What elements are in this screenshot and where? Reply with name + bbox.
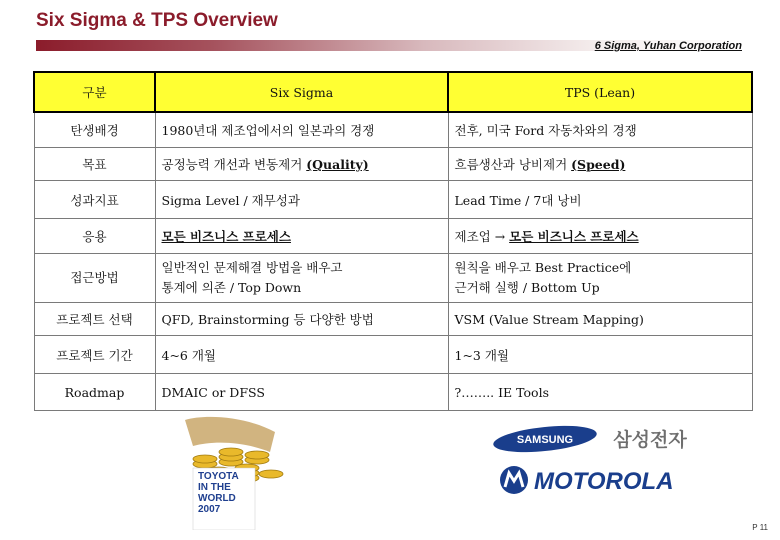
table-row: [34, 254, 752, 303]
table-row: [34, 112, 752, 148]
book-line: WORLD: [198, 493, 236, 504]
slide-title: Six Sigma & TPS Overview: [36, 10, 278, 31]
row-label: 목표: [34, 148, 155, 181]
cell-line: 근거해 실행 / Bottom Up: [454, 280, 600, 295]
motorola-logo: [490, 465, 700, 495]
all-business-emphasis: 모든 비즈니스 프로세스: [161, 229, 291, 244]
book-line: TOYOTA: [198, 471, 239, 482]
tps-cell: ?…….. IE Tools: [448, 374, 752, 411]
six-sigma-cell: 4~6 개월: [155, 336, 448, 374]
six-sigma-cell: [155, 148, 448, 181]
motorola-wordmark: MOTOROLA: [534, 468, 674, 495]
cell-line: 원칙을 배우고 Best Practice에: [454, 260, 632, 275]
speed-emphasis: (Speed): [571, 157, 626, 172]
row-label: 응용: [34, 219, 155, 254]
tps-cell: 전후, 미국 Ford 자동차와의 경쟁: [448, 112, 752, 148]
row-label: 접근방법: [34, 254, 155, 303]
cell-text: 공정능력 개선과 변동제거: [161, 157, 307, 172]
row-label: 프로젝트 선택: [34, 303, 155, 336]
six-sigma-cell: Sigma Level / 재무성과: [155, 181, 448, 219]
row-label: 탄생배경: [34, 112, 155, 148]
book-line: IN THE: [198, 482, 231, 493]
all-business-emphasis: 모든 비즈니스 프로세스: [509, 229, 639, 244]
header-tps: TPS (Lean): [448, 72, 752, 112]
cell-text: 제조업 →: [454, 229, 510, 244]
table-row: [34, 181, 752, 219]
samsung-korean-wordmark: 삼성전자: [613, 429, 687, 451]
row-label: Roadmap: [34, 374, 155, 411]
six-sigma-cell: QFD, Brainstorming 등 다양한 방법: [155, 303, 448, 336]
tps-cell: Lead Time / 7대 낭비: [448, 181, 752, 219]
six-sigma-cell: [155, 254, 448, 303]
page-number: P 11: [752, 523, 768, 532]
samsung-logo: [490, 425, 700, 453]
table-row: [34, 303, 752, 336]
table-row: [34, 219, 752, 254]
table-row: [34, 336, 752, 374]
header-six-sigma: Six Sigma: [155, 72, 448, 112]
row-label: 성과지표: [34, 181, 155, 219]
six-sigma-cell: [155, 219, 448, 254]
tps-cell: [448, 148, 752, 181]
toyota-book-title: [198, 471, 239, 515]
cell-line: 일반적인 문제해결 방법을 배우고: [161, 260, 343, 275]
quality-emphasis: (Quality): [306, 157, 369, 172]
table-row: [34, 148, 752, 181]
row-label: 프로젝트 기간: [34, 336, 155, 374]
six-sigma-cell: DMAIC or DFSS: [155, 374, 448, 411]
table-header-row: [34, 72, 752, 112]
cell-line: 통계에 의존 / Top Down: [161, 280, 302, 295]
book-line: 2007: [198, 504, 221, 515]
tps-cell: [448, 254, 752, 303]
samsung-wordmark: SAMSUNG: [516, 434, 574, 446]
header-category: 구분: [34, 72, 155, 112]
tps-cell: 1~3 개월: [448, 336, 752, 374]
cell-text: 흐름생산과 낭비제거: [454, 157, 572, 172]
six-sigma-cell: 1980년대 제조업에서의 일본과의 경쟁: [155, 112, 448, 148]
tps-cell: [448, 219, 752, 254]
slide-subtitle: 6 Sigma, Yuhan Corporation: [594, 40, 742, 52]
comparison-table: [33, 71, 753, 411]
table-row: [34, 374, 752, 411]
tps-cell: VSM (Value Stream Mapping): [448, 303, 752, 336]
